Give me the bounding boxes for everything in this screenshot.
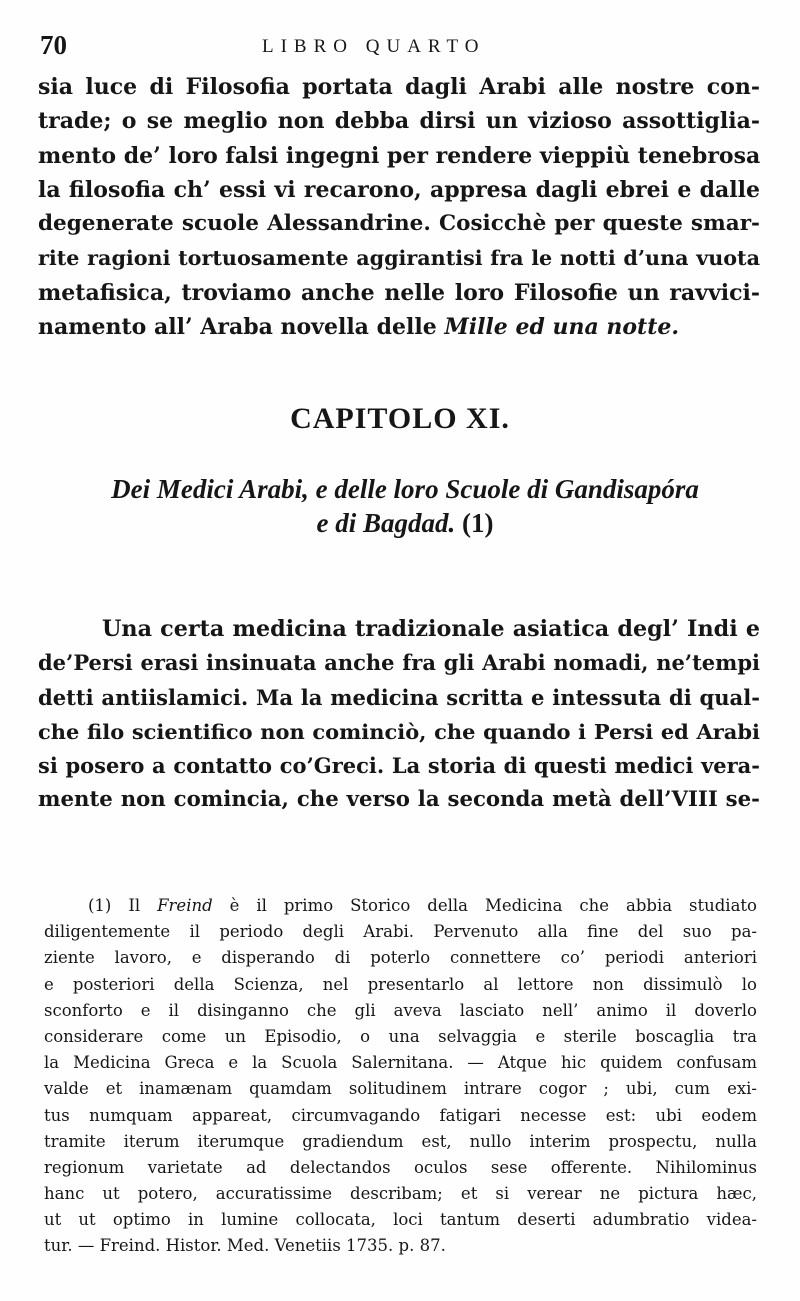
- text-line: mento de’ loro falsi ingegni per rendere vieppiù tenebrosa: [38, 142, 761, 169]
- footnote-mark: (1): [88, 896, 112, 915]
- footnote-line: valde et inamænam quamdam solitudinem intrare cogor ; ubi, cum exi-: [44, 1079, 757, 1099]
- footnote-reference: (1): [462, 508, 494, 538]
- footnote-line: tramite iterum iterumque gradiendum est, nullo interim prospectu, nulla: [44, 1131, 757, 1151]
- footnote-line: ut ut optimo in lumine collocata, loci tantum deserti adumbratio videa-: [44, 1210, 757, 1230]
- footnote-line: e posteriori della Scienza, nel presentarlo al lettore non dissimulò lo: [44, 974, 757, 994]
- footnote: [44, 893, 757, 1260]
- text-line: sia luce di Filosofia portata dagli Arabi alle nostre con-: [38, 74, 760, 100]
- footnote-line: sconforto e il disinganno che gli aveva lasciato nell’ animo il doverlo: [44, 1000, 757, 1020]
- footnote-line: diligentemente il periodo degli Arabi. Pervenuto alla fine del suo pa-: [44, 922, 757, 942]
- text-line: metafisica, troviamo anche nelle loro Filosofie un ravvici-: [38, 279, 760, 306]
- text-span: Il: [111, 896, 158, 915]
- text-line-last: [38, 310, 760, 344]
- chapter-subtitle-line1: Dei Medici Arabi, e delle loro Scuole di Gandisapóra: [111, 474, 699, 504]
- page-header: [40, 30, 760, 66]
- text-line: Una certa medicina tradizionale asiatica degl’ Indi e: [102, 616, 760, 642]
- footnote-line-last: tur. — Freind. Histor. Med. Venetiis 1735. p. 87.: [44, 1236, 446, 1256]
- text-line: che filo scientifico non cominciò, che quando i Persi ed Arabi: [38, 718, 760, 744]
- text-line: si posero a contatto co’Greci. La storia di questi medici vera-: [38, 753, 760, 779]
- text-span: namento all’ Araba novella delle: [38, 314, 445, 341]
- page-number: 70: [40, 30, 67, 60]
- footnote-line: considerare come un Episodio, o una selvaggia e sterile boscaglia tra: [44, 1026, 757, 1046]
- main-paragraph: [38, 612, 760, 818]
- footnote-line: tus numquam appareat, circumvagando fatigari necesse est: ubi eodem: [44, 1105, 757, 1125]
- text-line: mente non comincia, che verso la seconda metà dell’VIII se-: [38, 787, 760, 813]
- footnote-line: la Medicina Greca e la Scuola Salernitana. — Atque hic quidem confusam: [44, 1053, 757, 1073]
- text-span: è il primo Storico della Medicina che abbia studiato: [212, 896, 757, 915]
- text-line: la filosofia ch’ essi vi recarono, appresa dagli ebrei e dalle: [38, 176, 760, 203]
- intro-paragraph: [38, 70, 760, 344]
- chapter-title: CAPITOLO XI.: [290, 402, 510, 435]
- footnote-line: regionum varietate ad delectandos oculos sese offerente. Nihilominus: [44, 1157, 757, 1177]
- text-line: detti antiislamici. Ma la medicina scritta e intessuta di qual-: [38, 684, 760, 710]
- footnote-line-first: [44, 893, 757, 919]
- subtitle-text: e di Bagdad.: [316, 508, 456, 538]
- text-line: de’Persi erasi insinuata anche fra gli Arabi nomadi, ne’tempi: [38, 650, 760, 676]
- running-head: LIBRO QUARTO: [262, 36, 486, 57]
- text-line: degenerate scuole Alessandrine. Cosicchè per queste smar-: [38, 211, 760, 237]
- footnote-line: hanc ut potero, accuratissime describam; et si verear ne pictura hæc,: [44, 1184, 757, 1204]
- text-line: trade; o se meglio non debba dirsi un vizioso assottiglia-: [38, 108, 760, 135]
- text-line: rite ragioni tortuosamente aggirantisi fra le notti d’una vuota: [38, 246, 760, 271]
- chapter-subtitle-line2: [0, 508, 800, 539]
- footnote-line: ziente lavoro, e disperando di poterlo connettere co’ periodi anteriori: [44, 948, 757, 968]
- book-title-italic: Mille ed una notte.: [444, 314, 680, 341]
- author-name-italic: Freind: [157, 896, 213, 915]
